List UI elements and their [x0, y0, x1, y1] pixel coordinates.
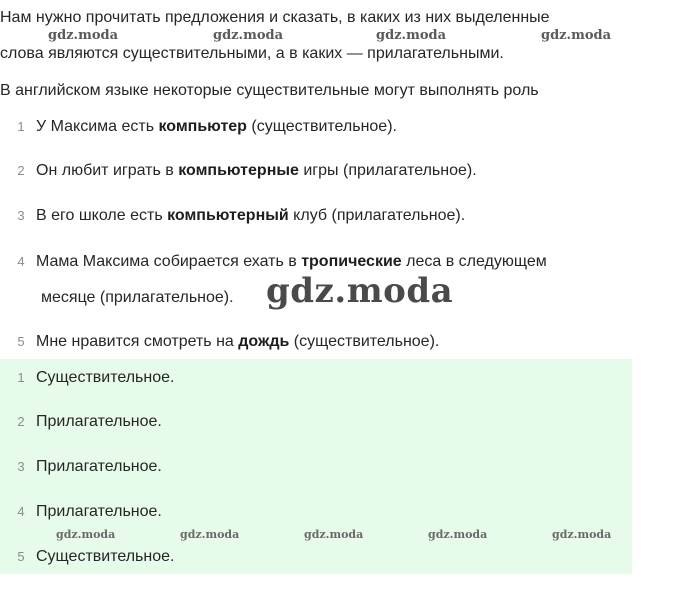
watermark-top-3: gdz.moda: [376, 28, 447, 43]
sentence-number: 3: [17, 208, 25, 223]
answer-number: 2: [17, 414, 25, 429]
sentence-text: Он любит играть в компьютерные игры (прилагательное).: [36, 162, 477, 179]
watermark-bottom-2: gdz.moda: [180, 528, 240, 541]
highlighted-word: компьютерные: [178, 162, 299, 179]
answer-number: 5: [17, 549, 25, 564]
sentence-number: 4: [17, 254, 25, 269]
answer-text: Существительное.: [36, 369, 175, 386]
watermark-bottom-5: gdz.moda: [552, 528, 612, 541]
sentence-text: В его школе есть компьютерный клуб (прилагательное).: [36, 207, 466, 224]
sentence-number: 1: [17, 119, 25, 134]
highlighted-word: дождь: [238, 333, 290, 350]
watermark-top-4: gdz.moda: [541, 28, 612, 43]
intro-line-3: В английском языке некоторые существительные могут выполнять роль: [0, 82, 539, 99]
sentence-text: Мне нравится смотреть на дождь (существительное).: [36, 333, 440, 350]
answer-number: 3: [17, 459, 25, 474]
watermark-top-1: gdz.moda: [48, 28, 119, 43]
answer-text: Прилагательное.: [36, 458, 162, 475]
intro-line-1: Нам нужно прочитать предложения и сказать, в каких из них выделенные: [0, 9, 550, 26]
answer-text: Прилагательное.: [36, 503, 162, 520]
answer-number: 4: [17, 504, 25, 519]
answer-text: Прилагательное.: [36, 413, 162, 430]
sentence-text: У Максима есть компьютер (существительное).: [36, 118, 397, 135]
watermark-bottom-1: gdz.moda: [56, 528, 116, 541]
sentence-number: 5: [17, 334, 25, 349]
highlighted-word: компьютер: [158, 118, 247, 135]
sentence-text: Мама Максима собирается ехать в тропические леса в следующем: [36, 253, 547, 270]
watermark-bottom-3: gdz.moda: [304, 528, 364, 541]
highlighted-word: компьютерный: [167, 207, 289, 224]
answer-text: Существительное.: [36, 548, 175, 565]
watermark-large: gdz.moda: [266, 271, 454, 311]
sentence-text-continuation: месяце (прилагательное).: [41, 289, 234, 306]
intro-line-2: слова являются существительными, а в каких — прилагательными.: [0, 45, 504, 62]
watermark-top-2: gdz.moda: [213, 28, 284, 43]
sentence-number: 2: [17, 163, 25, 178]
answer-number: 1: [17, 370, 25, 385]
watermark-bottom-4: gdz.moda: [428, 528, 488, 541]
highlighted-word: тропические: [301, 253, 402, 270]
